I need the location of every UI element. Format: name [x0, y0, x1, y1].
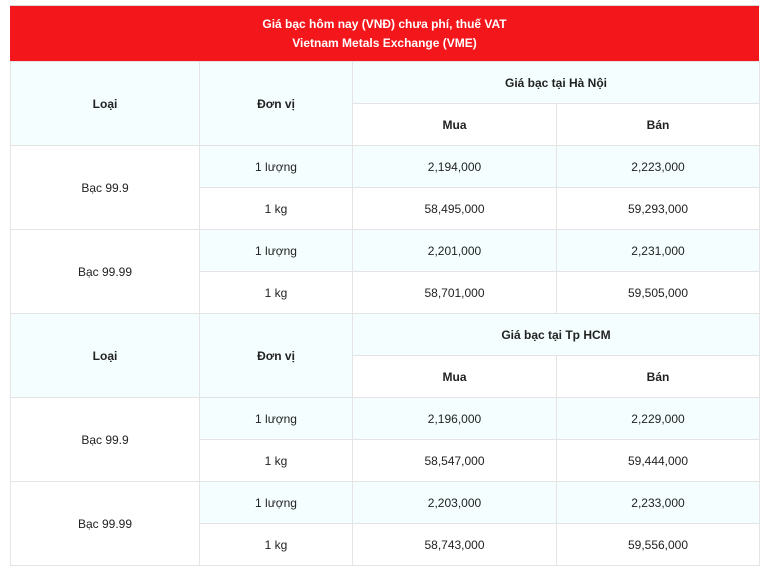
table-row: [11, 146, 760, 188]
sell-price-cell: 2,223,000: [557, 146, 760, 188]
unit-cell: 1 kg: [200, 440, 353, 482]
sell-price-cell: 59,556,000: [557, 524, 760, 566]
unit-cell: 1 lượng: [200, 146, 353, 188]
silver-price-table: [10, 61, 760, 566]
table-row: [11, 230, 760, 272]
product-name: Bạc 99.9: [11, 146, 200, 230]
unit-header: Đơn vị: [200, 314, 353, 398]
table-row: [11, 482, 760, 524]
buy-header: Mua: [353, 104, 557, 146]
sell-header: Bán: [557, 356, 760, 398]
table-header-row: [11, 62, 760, 104]
buy-price-cell: 2,194,000: [353, 146, 557, 188]
buy-price-cell: 2,201,000: [353, 230, 557, 272]
buy-price-cell: 58,547,000: [353, 440, 557, 482]
table-header-row: [11, 314, 760, 356]
unit-cell: 1 lượng: [200, 230, 353, 272]
silver-price-widget: [10, 5, 759, 566]
banner-title: Giá bạc hôm nay (VNĐ) chưa phí, thuế VAT: [262, 17, 507, 31]
type-header: Loại: [11, 62, 200, 146]
sell-price-cell: 59,444,000: [557, 440, 760, 482]
type-header: Loại: [11, 314, 200, 398]
unit-header: Đơn vị: [200, 62, 353, 146]
sell-price-cell: 2,233,000: [557, 482, 760, 524]
product-name: Bạc 99.99: [11, 230, 200, 314]
unit-cell: 1 lượng: [200, 482, 353, 524]
product-name: Bạc 99.9: [11, 398, 200, 482]
sell-price-cell: 2,231,000: [557, 230, 760, 272]
unit-cell: 1 kg: [200, 188, 353, 230]
sell-header: Bán: [557, 104, 760, 146]
unit-cell: 1 lượng: [200, 398, 353, 440]
buy-price-cell: 2,196,000: [353, 398, 557, 440]
buy-price-cell: 58,743,000: [353, 524, 557, 566]
sell-price-cell: 59,293,000: [557, 188, 760, 230]
buy-price-cell: 58,701,000: [353, 272, 557, 314]
unit-cell: 1 kg: [200, 524, 353, 566]
unit-cell: 1 kg: [200, 272, 353, 314]
buy-price-cell: 2,203,000: [353, 482, 557, 524]
region-header: Giá bạc tại Tp HCM: [353, 314, 760, 356]
region-header: Giá bạc tại Hà Nội: [353, 62, 760, 104]
buy-header: Mua: [353, 356, 557, 398]
product-name: Bạc 99.99: [11, 482, 200, 566]
title-banner: [10, 5, 759, 61]
sell-price-cell: 59,505,000: [557, 272, 760, 314]
buy-price-cell: 58,495,000: [353, 188, 557, 230]
sell-price-cell: 2,229,000: [557, 398, 760, 440]
table-row: [11, 398, 760, 440]
banner-subtitle: Vietnam Metals Exchange (VME): [292, 36, 477, 50]
